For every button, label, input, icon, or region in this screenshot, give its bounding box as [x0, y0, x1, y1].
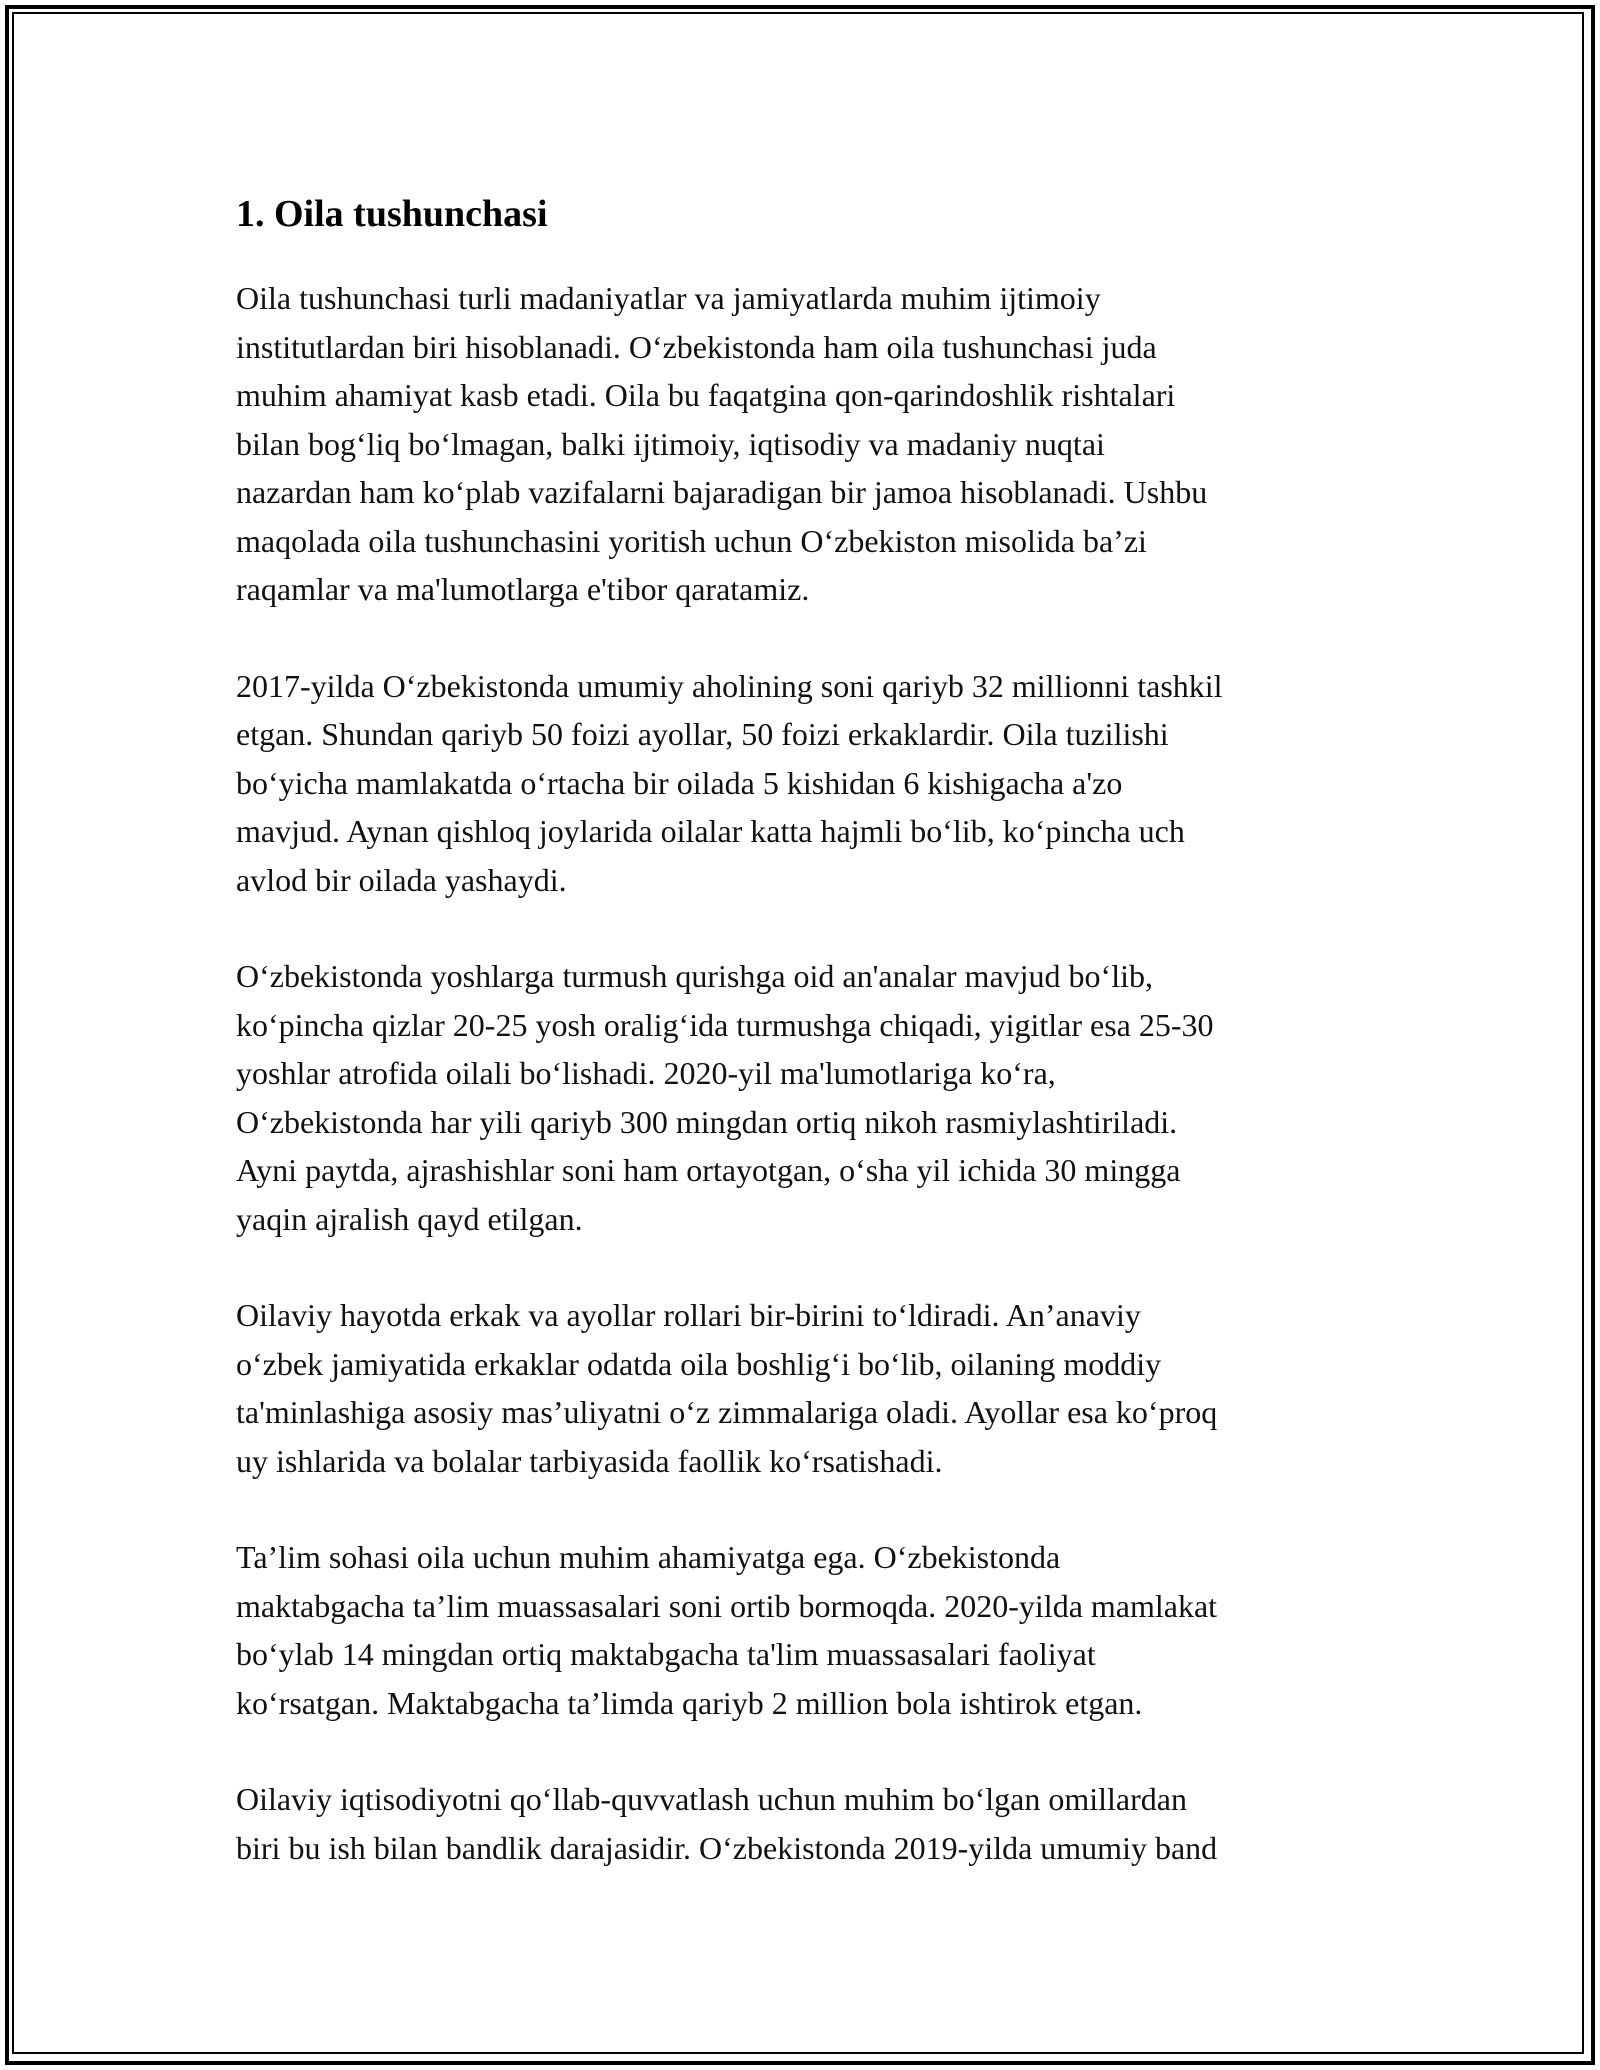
paragraph-2: 2017-yilda O‘zbekistonda umumiy aholining soni qariyb 32 millionni tashkil etgan. Shundan qariyb 50 foizi ayollar, 50 foizi erkaklardir. Oila tuzilishi bo‘yicha mamlakatda o‘rtacha bir oilada 5 kishidan 6 kishigacha a'zo mavjud. Aynan qishloq joylarida oilalar katta hajmli bo‘lib, ko‘pincha uch avlod bir oilada yashaydi. — [236, 667, 1223, 898]
paragraph-1: Oila tushunchasi turli madaniyatlar va jamiyatlarda muhim ijtimoiy institutlardan biri hisoblanadi. O‘zbekistonda ham oila tushunchasi juda muhim ahamiyat kasb etadi. Oila bu faqatgina qon-qarindoshlik rishtalari bilan bog‘liq bo‘lmagan, balki ijtimoiy, iqtisodiy va madaniy nuqtai nazardan ham ko‘plab vazifalarni bajaradigan bir jamoa hisoblanadi. Ushbu maqolada oila tushunchasini yoritish uchun O‘zbekiston misolida ba’zi raqamlar va ma'lumotlarga e'tibor qaratamiz. — [236, 280, 1208, 607]
document-body — [236, 186, 1384, 1920]
paragraph-5: Ta’lim sohasi oila uchun muhim ahamiyatga ega. O‘zbekistonda maktabgacha ta’lim muassasalari soni ortib bormoqda. 2020-yilda mamlakat bo‘ylab 14 mingdan ortiq maktabgacha ta'lim muassasalari faoliyat ko‘rsatgan. Maktabgacha ta’limda qariyb 2 million bola ishtirok etgan. — [236, 1539, 1218, 1721]
paragraph-6: Oilaviy iqtisodiyotni qo‘llab-quvvatlash uchun muhim bo‘lgan omillardan biri bu ish bilan bandlik darajasidir. O‘zbekistonda 2019-yilda umumiy band — [236, 1781, 1218, 1866]
paragraph-4: Oilaviy hayotda erkak va ayollar rollari bir-birini to‘ldiradi. An’anaviy o‘zbek jamiyatida erkaklar odatda oila boshlig‘i bo‘lib, oilaning moddiy ta'minlashiga asosiy mas’uliyatni o‘z zimmalariga oladi. Ayollar esa ko‘proq uy ishlarida va bolalar tarbiyasida faollik ko‘rsatishadi. — [236, 1297, 1218, 1479]
section-heading: 1. Oila tushunchasi — [236, 193, 548, 235]
paragraph-3: O‘zbekistonda yoshlarga turmush qurishga oid an'analar mavjud bo‘lib, ko‘pincha qizlar 20-25 yosh oralig‘ida turmushga chiqadi, yigitlar esa 25-30 yoshlar atrofida oilali bo‘lishadi. 2020-yil ma'lumotlariga ko‘ra, O‘zbekistonda har yili qariyb 300 mingdan ortiq nikoh rasmiylashtiriladi. Ayni paytda, ajrashishlar soni ham ortayotgan, o‘sha yil ichida 30 mingga yaqin ajralish qayd etilgan. — [236, 958, 1214, 1237]
